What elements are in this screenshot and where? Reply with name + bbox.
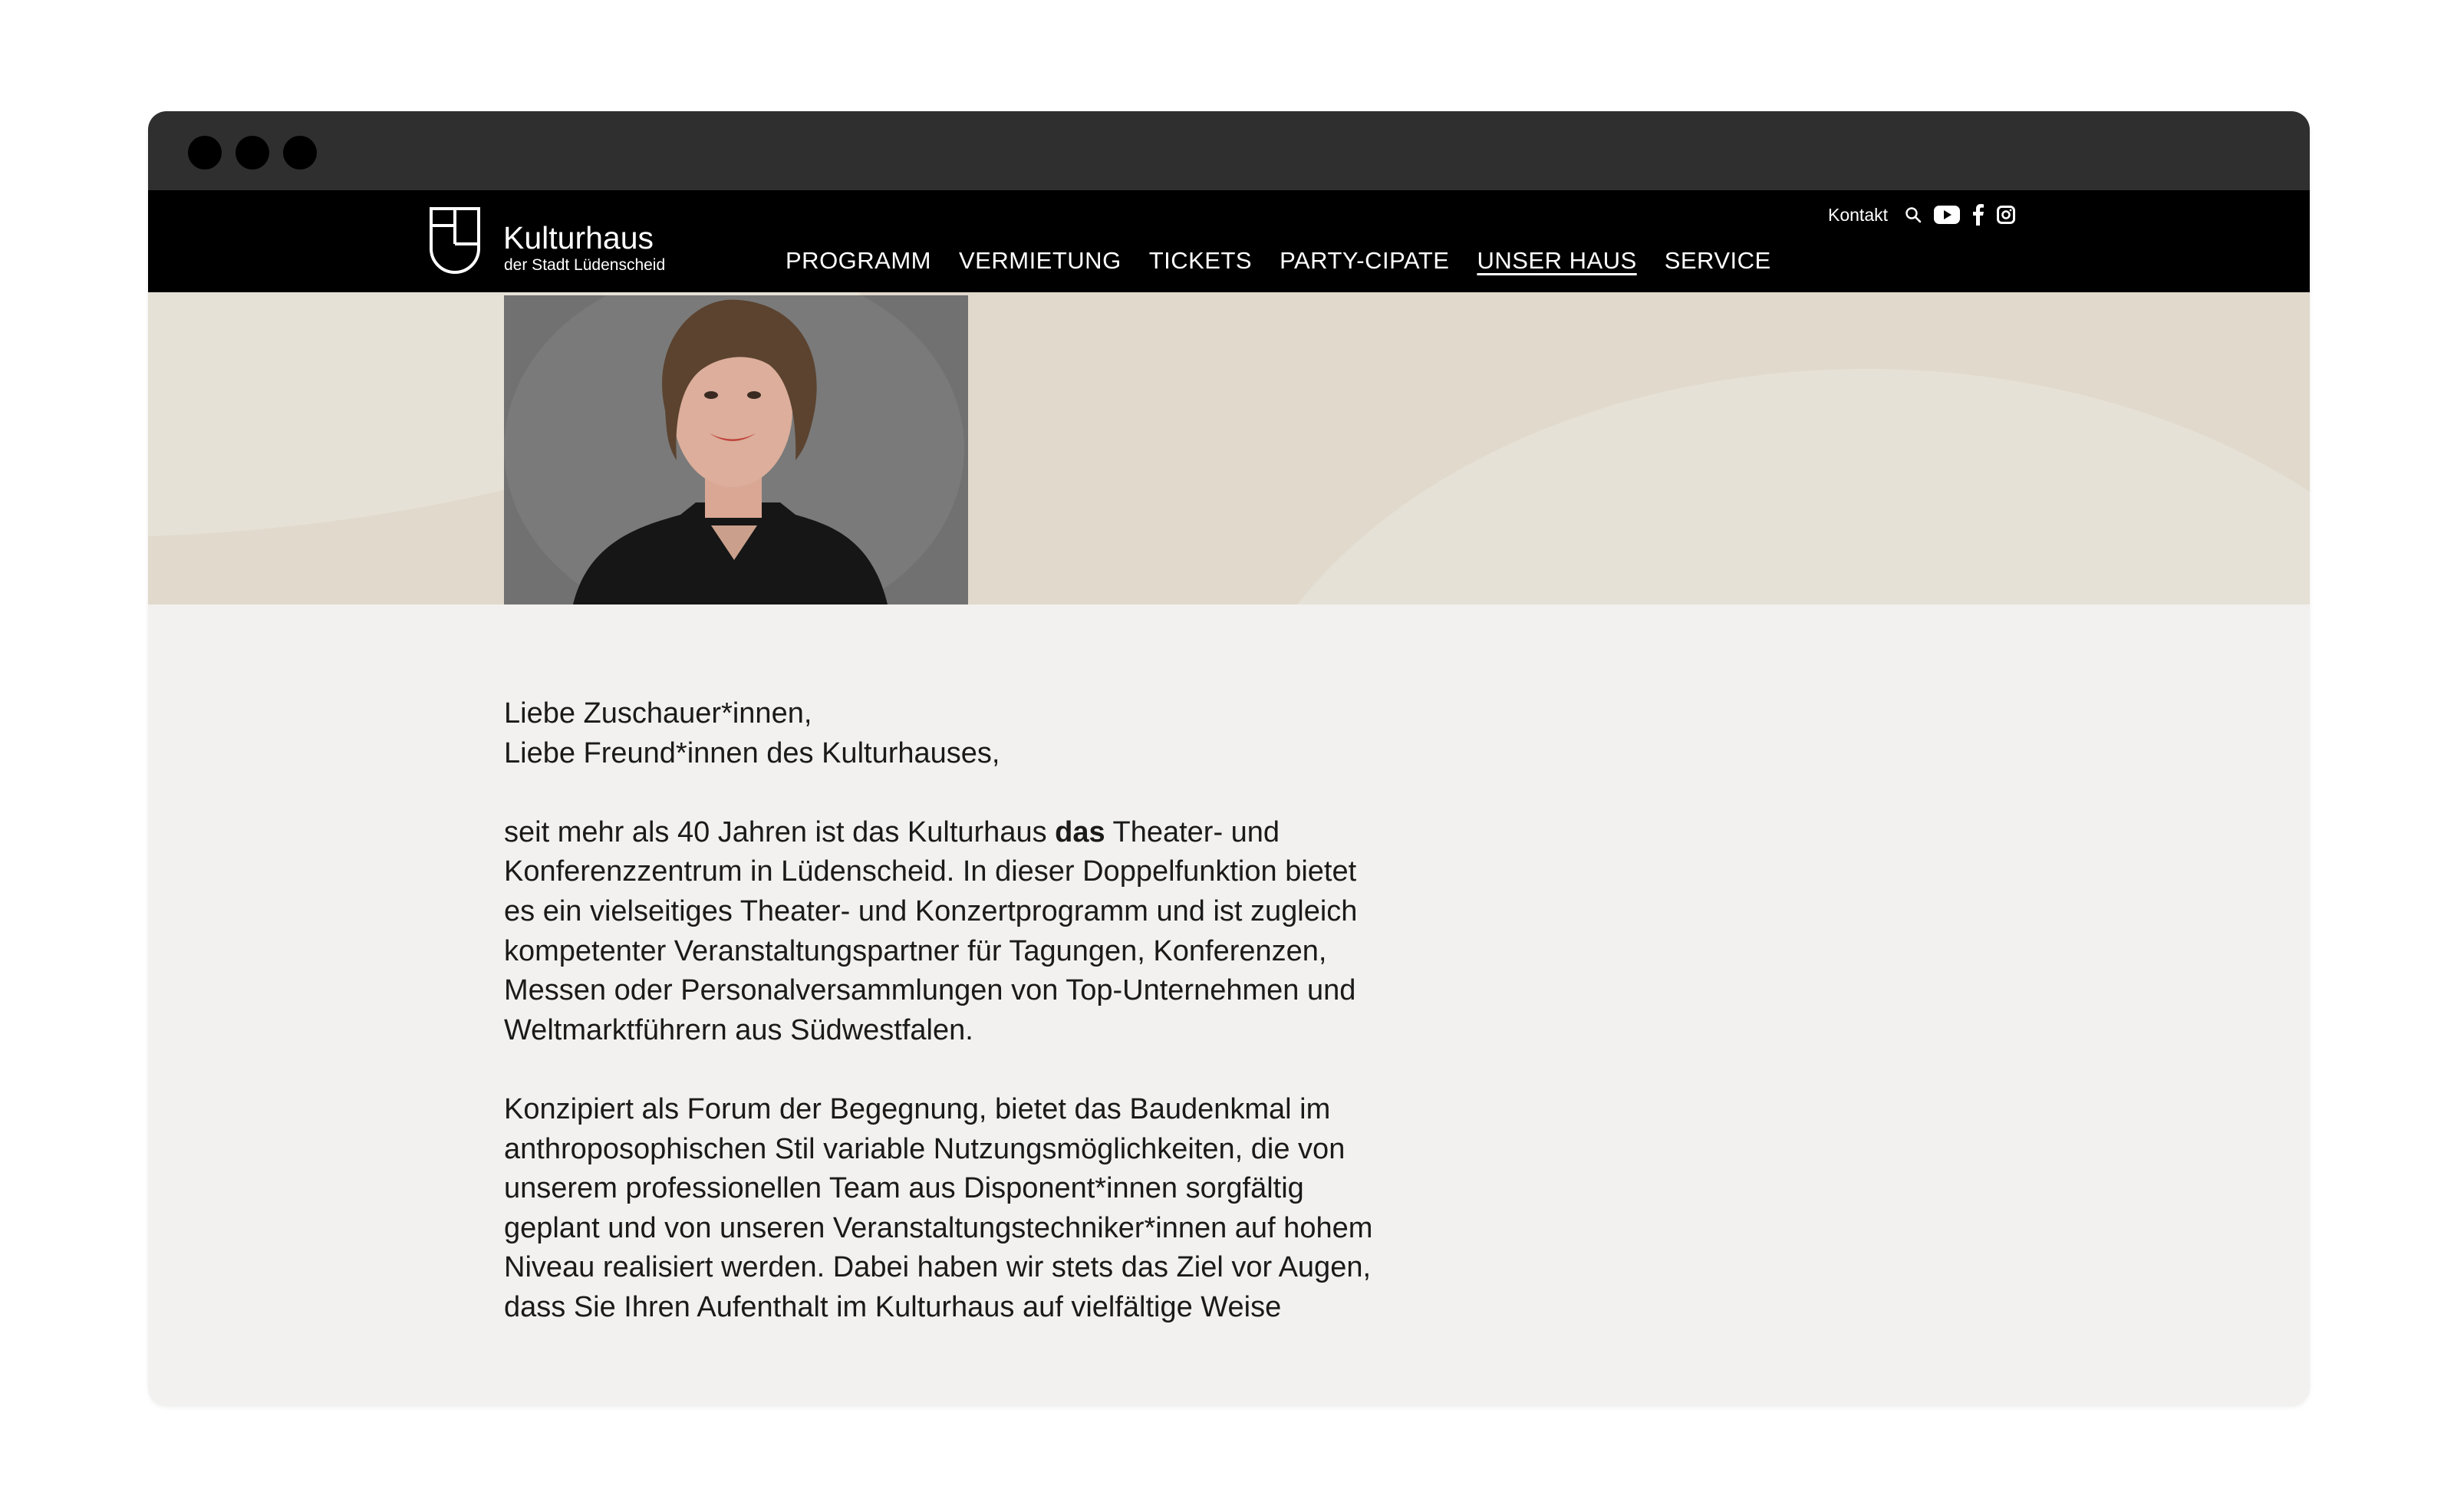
kulturhaus-logo-icon[interactable]: [428, 206, 482, 275]
intro-text: [504, 694, 1378, 1367]
window-close-dot[interactable]: [188, 136, 222, 170]
nav-item-party-cipate[interactable]: PARTY-CIPATE: [1280, 247, 1450, 274]
paragraph-1-start: seit mehr als 40 Jahren ist das Kulturhaus: [504, 815, 1056, 848]
window-titlebar: [148, 111, 2310, 190]
browser-window: [148, 111, 2310, 1406]
main-navigation: [786, 245, 1771, 276]
hero-banner: [148, 292, 2310, 604]
utility-bar: [1828, 204, 2015, 226]
nav-item-service[interactable]: SERVICE: [1664, 247, 1771, 274]
greeting: [504, 694, 1378, 773]
greeting-line-1: Liebe Zuschauer*innen,: [504, 697, 812, 730]
site-name[interactable]: Kulturhaus: [503, 220, 654, 255]
search-icon[interactable]: [1905, 206, 1922, 223]
window-maximize-dot[interactable]: [283, 136, 317, 170]
site-header: [148, 190, 2310, 292]
decorative-background-shapes: [148, 292, 2310, 604]
nav-item-programm[interactable]: PROGRAMM: [786, 247, 931, 274]
nav-item-vermietung[interactable]: VERMIETUNG: [959, 247, 1122, 274]
paragraph-1-emphasis: das: [1055, 815, 1105, 848]
paragraph-2: Konzipiert als Forum der Begegnung, bietet das Baudenkmal im anthroposophischen Stil variable Nutzungsmöglichkeiten, die von unserem professionellen Team aus Disponent*innen sorgfältig geplant und von unseren Veranstaltungstechniker*innen auf hohem Niveau realisiert werden. Dabei haben wir stets das Ziel vor Augen, dass Sie Ihren Aufenthalt im Kulturhaus auf vielfältige Weise: [504, 1092, 1373, 1323]
window-minimize-dot[interactable]: [236, 136, 269, 170]
instagram-icon[interactable]: [1997, 206, 2015, 224]
facebook-icon[interactable]: [1972, 204, 1985, 226]
portrait-photo: [504, 295, 968, 604]
youtube-icon[interactable]: [1934, 206, 1960, 224]
paragraph-1-rest: Theater- und Konferenzzentrum in Lüdenscheid. In dieser Doppelfunktion bietet es ein vielseitiges Theater- und Konzertprogramm und ist zugleich kompetenter Veranstaltungspartner für Tagungen, Konferenzen, Messen oder Personalversammlungen von Top-Unternehmen und Weltmarktführern aus Südwestfalen.: [504, 815, 1358, 1046]
nav-item-unser-haus[interactable]: UNSER HAUS: [1477, 247, 1637, 274]
site-subtitle: der Stadt Lüdenscheid: [504, 256, 666, 274]
greeting-line-2: Liebe Freund*innen des Kulturhauses,: [504, 736, 1000, 769]
nav-item-tickets[interactable]: TICKETS: [1148, 247, 1253, 274]
paragraph-1: [504, 813, 1378, 1051]
kontakt-link[interactable]: Kontakt: [1828, 205, 1888, 225]
